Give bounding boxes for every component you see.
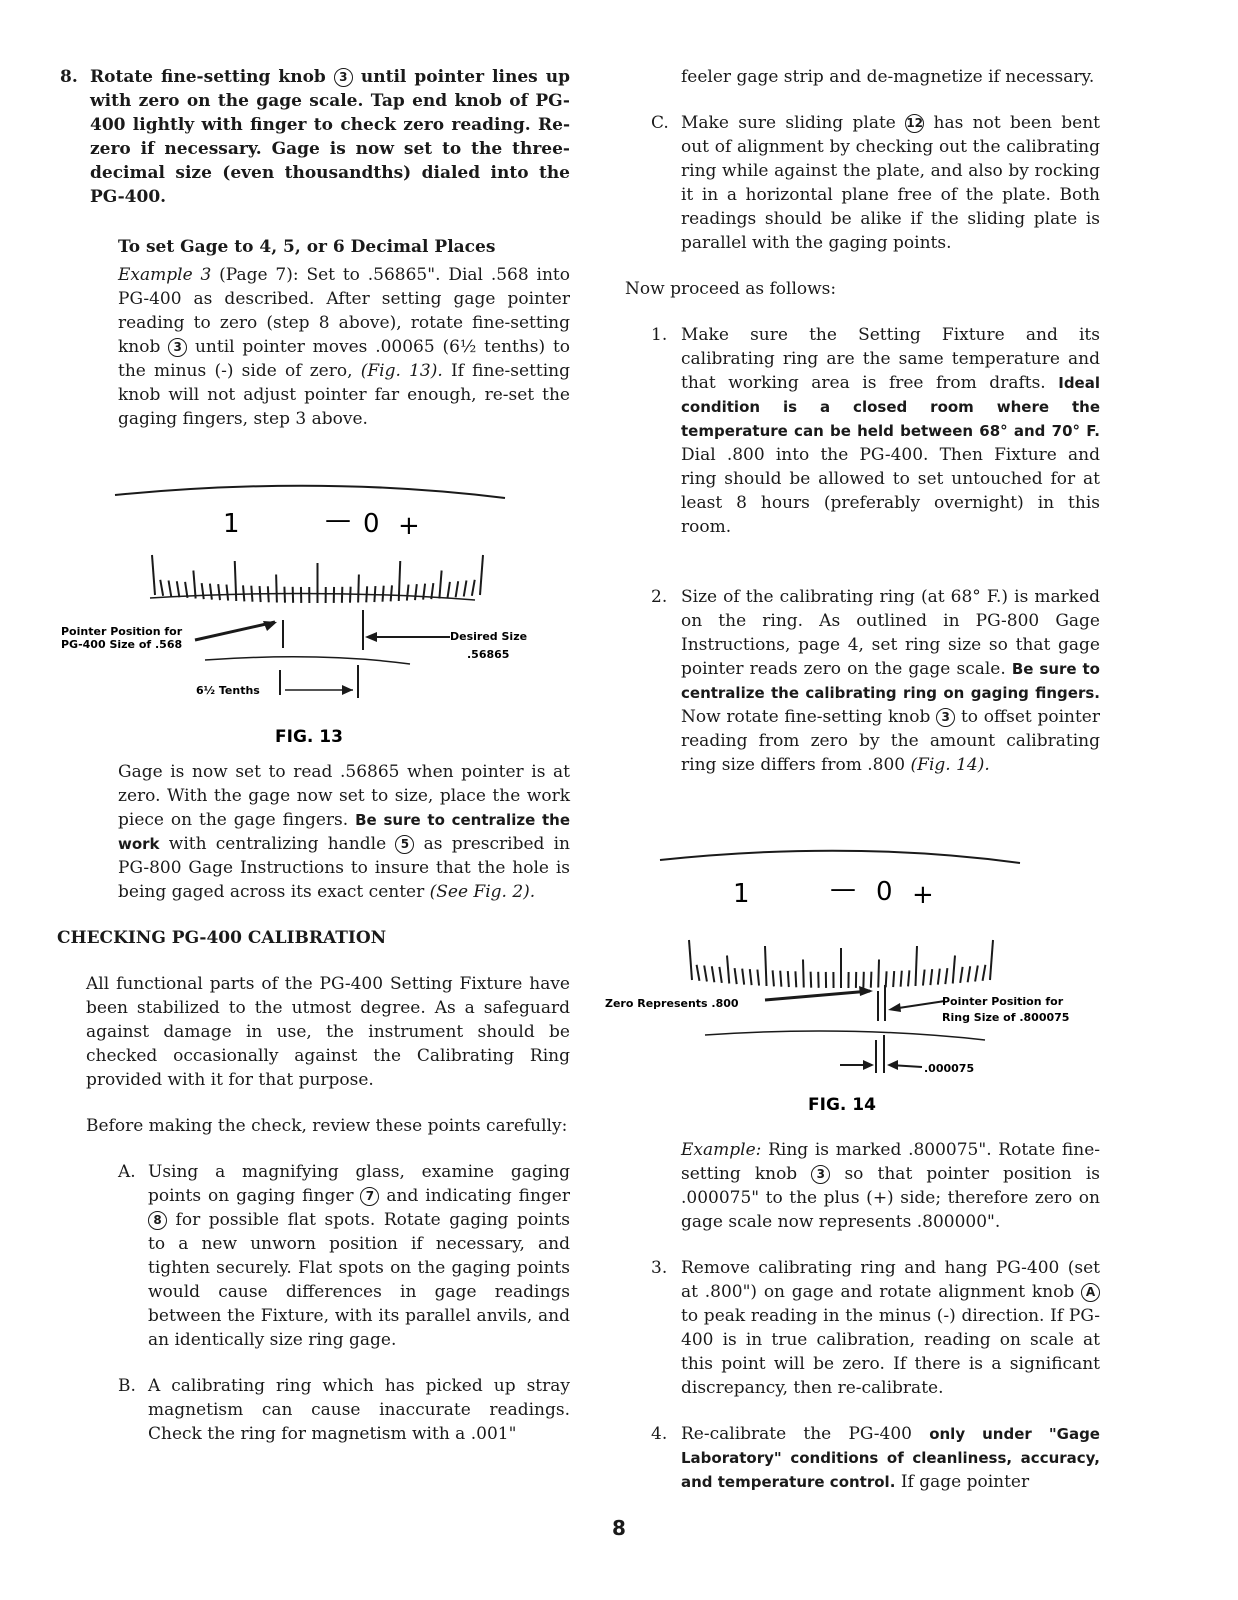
label-offset-value: .000075 [924, 1062, 975, 1075]
step-4: 4. Re-calibrate the PG-400 only under "Gage Laboratory" conditions of cleanliness, accuracy, and temperature control. If gage pointer [651, 1424, 1100, 1492]
scale-tick [803, 960, 804, 988]
scale-sign-plus: + [398, 511, 420, 541]
scale-tick [795, 971, 796, 987]
example-paragraph: Example: Ring is marked .800075". Rotate fine-setting knob 3 so that pointer position is .000075" to the plus (+) side; therefore zero on gage scale now represents .800000". [681, 1140, 1101, 1232]
step-8: 8. Rotate fine-setting knob 3 until pointer lines up with zero on the gage scale. Tap end knob of PG-400 lightly with finger to check zero reading. Re-zero if necessary. Gage is now set to the three-decimal size (even thousandths) dialed into the PG-400. [60, 67, 571, 207]
figure-13 [55, 470, 575, 760]
scale-tick [480, 555, 483, 595]
scale-tick [276, 575, 277, 603]
scale-sign-one: 1 [733, 879, 750, 909]
step-1: 1. Make sure the Setting Fixture and its calibrating ring are the same temperature and that working area is free from drafts. Ideal condition is a closed room where the temperature can be held between 68° and 70° F. Dial .800 into the PG-400. Then Fixture and ring should be allowed to set untouched for at least 8 hours (preferably overnight) in this room. [651, 325, 1100, 537]
item-letter: A. [118, 1162, 136, 1182]
label-desired-value: .56865 [467, 648, 510, 661]
scale-tick [456, 581, 459, 597]
scale-tick [938, 969, 940, 985]
scale-tick [788, 971, 789, 987]
scale-tick [871, 972, 872, 988]
page-number: 8 [612, 1516, 626, 1540]
step-2: 2. Size of the calibrating ring (at 68° F.) is marked on the ring. As outlined in PG-800 Gage Instructions, page 4, set ring size so that gage pointer reads zero on the gage scale. Be sure to centralize the calibrating ring on gaging fingers. Now rotate fine-setting knob 3 to offset pointer reading from zero by the amount calibrating ring size differs from .800 (Fig. 14). [651, 587, 1100, 775]
scale-tick [878, 960, 879, 988]
scale-ticks [689, 940, 993, 988]
proceed-paragraph: Now proceed as follows: [625, 279, 837, 299]
scale-tick [908, 970, 909, 986]
item-b: B. A calibrating ring which has picked up stray magnetism can cause inaccurate readings. Check the ring for magnetism with a .001" [118, 1376, 570, 1444]
scale-tick [893, 971, 894, 987]
scale-tick [689, 940, 692, 980]
scale-tick [152, 555, 155, 595]
scale-tick [202, 583, 204, 599]
scale-tick [358, 575, 359, 603]
figure-caption: FIG. 13 [275, 727, 343, 747]
step-number: 4. [651, 1424, 668, 1444]
step-number: 1. [651, 325, 668, 345]
scale-sign-minus: — [325, 505, 351, 535]
after-fig13-paragraph: Gage is now set to read .56865 when pointer is at zero. With the gage now set to size, place the work piece on the gage fingers. Be sure to centralize the work with centralizing handle 5 as prescribed in PG-800 Gage Instructions to insure that the hole is being gaged across its exact center (See Fig. 2). [118, 762, 571, 902]
scale-tick [719, 967, 721, 983]
scale-tick [945, 968, 947, 984]
scale-tick [923, 970, 925, 986]
callout-5-icon: 5 [395, 835, 414, 854]
scale-tick [407, 585, 409, 601]
scale-tick [697, 965, 700, 981]
callout-3-icon: 3 [334, 68, 353, 87]
callout-12-icon: 12 [905, 114, 924, 133]
callout-3-icon: 3 [811, 1165, 830, 1184]
label-pg400-size: PG-400 Size of .568 [61, 638, 183, 651]
callout-7-icon: 7 [360, 1187, 379, 1206]
scale-tick [383, 586, 384, 602]
label-pointer-position: Pointer Position for [61, 625, 183, 638]
scale-sign-minus: — [830, 874, 856, 904]
figure-caption: FIG. 14 [808, 1095, 876, 1115]
scale-tick [210, 584, 212, 600]
scale-tick [983, 965, 986, 981]
label-tenths: 6½ Tenths [196, 684, 260, 697]
step-3: 3. Remove calibrating ring and hang PG-400 (set at .800") on gage and rotate alignment knob A to peak reading in the minus (-) direction. If PG-400 is in true calibration, reading on scale at this point will be zero. If there is a significant discrepancy, then re-calibrate. [651, 1258, 1100, 1398]
step-number: 2. [651, 587, 668, 607]
left-column-bottom [57, 760, 571, 1446]
label-pointer-position: Pointer Position for [942, 995, 1064, 1008]
scale-tick [727, 956, 729, 984]
callout-8-icon: 8 [148, 1211, 167, 1230]
scale-tick [901, 971, 902, 987]
label-zero-represents: Zero Represents .800 [605, 997, 739, 1010]
step-number: 3. [651, 1258, 668, 1278]
callout-3-icon: 3 [168, 338, 187, 357]
item-c: C. Make sure sliding plate 12 has not been bent out of alignment by checking out the calibrating ring while against the plate, and also by rocking it in a horizontal plane free of the plate. Both readings should be alike if the sliding plate is parallel with the gaging points. [651, 113, 1100, 253]
item-letter: B. [118, 1376, 136, 1396]
scale-tick [704, 966, 707, 982]
scale-tick [757, 970, 759, 986]
scale-tick [968, 966, 971, 982]
scale-tick [916, 946, 918, 986]
scale-tick [886, 971, 887, 987]
scale-tick [464, 581, 467, 597]
label-desired-size: Desired Size [450, 630, 528, 643]
scale-tick [218, 584, 220, 600]
scale-tick [765, 946, 767, 986]
step-number: 8. [60, 67, 78, 87]
scale-tick [930, 969, 932, 985]
scale-sign-plus: + [912, 880, 934, 910]
callout-3-icon: 3 [936, 708, 955, 727]
before-check-paragraph: Before making the check, review these points carefully: [86, 1116, 568, 1136]
scale-tick [750, 969, 752, 985]
scale-tick [448, 582, 450, 598]
scale-tick [735, 968, 737, 984]
scale-tick [439, 571, 441, 599]
figure-14 [600, 835, 1110, 1125]
scale-tick [975, 966, 978, 982]
label-ring-size: Ring Size of .800075 [942, 1011, 1070, 1024]
right-column-top [625, 65, 1100, 777]
item-letter: C. [651, 113, 669, 133]
scale-tick [742, 969, 744, 985]
scale-tick [811, 972, 812, 988]
scale-tick [193, 571, 195, 599]
scale-tick [953, 956, 955, 984]
gage-scale-diagram [55, 470, 575, 760]
functional-parts-paragraph: All functional parts of the PG-400 Setting Fixture have been stabilized to the utmost degree. As a safeguard against damage in use, the instrument should be checked occasionally against the Calibrating Ring provided with it for that purpose. [86, 974, 570, 1090]
scale-tick [169, 581, 172, 597]
scale-tick [773, 970, 774, 986]
left-column-top [60, 65, 570, 431]
example-3-paragraph: Example 3 (Page 7): Set to .56865". Dial .568 into PG-400 as described. After setting gage pointer reading to zero (step 8 above), rotate fine-setting knob 3 until pointer moves .00065 (6½ tenths) to the minus (-) side of zero, (Fig. 13). If fine-setting knob will not adjust pointer far enough, re-set the gaging fingers, step 3 above. [118, 265, 571, 429]
scale-tick [284, 587, 285, 603]
scale-tick [415, 584, 417, 600]
section-heading: CHECKING PG-400 CALIBRATION [57, 928, 387, 948]
item-a: A. Using a magnifying glass, examine gaging points on gaging finger 7 and indicating finger 8 for possible flat spots. Rotate gaging points to a new unworn position if necessary, and tighten securely. Flat spots on the gaging points would cause differences in gage readings between the Fixture, with its parallel anvils, and an identically size ring gage. [118, 1162, 571, 1350]
callout-a-icon: A [1081, 1283, 1100, 1302]
scale-sign-zero: 0 [876, 877, 893, 907]
item-b-continued: feeler gage strip and de-magnetize if necessary. [681, 67, 1095, 87]
scale-tick [780, 971, 781, 987]
scale-tick [990, 940, 993, 980]
right-column-bottom [625, 1138, 1100, 1494]
gage-scale-diagram [600, 835, 1110, 1125]
scale-sign-one: 1 [223, 509, 240, 539]
scale-tick [391, 585, 392, 601]
scale-tick [472, 580, 475, 596]
scale-tick [226, 585, 228, 601]
scale-tick [960, 967, 962, 983]
scale-tick [160, 580, 163, 596]
subheading: To set Gage to 4, 5, or 6 Decimal Places [118, 237, 496, 257]
scale-sign-zero: 0 [363, 509, 380, 539]
scale-tick [177, 581, 180, 597]
scale-tick [712, 966, 715, 982]
